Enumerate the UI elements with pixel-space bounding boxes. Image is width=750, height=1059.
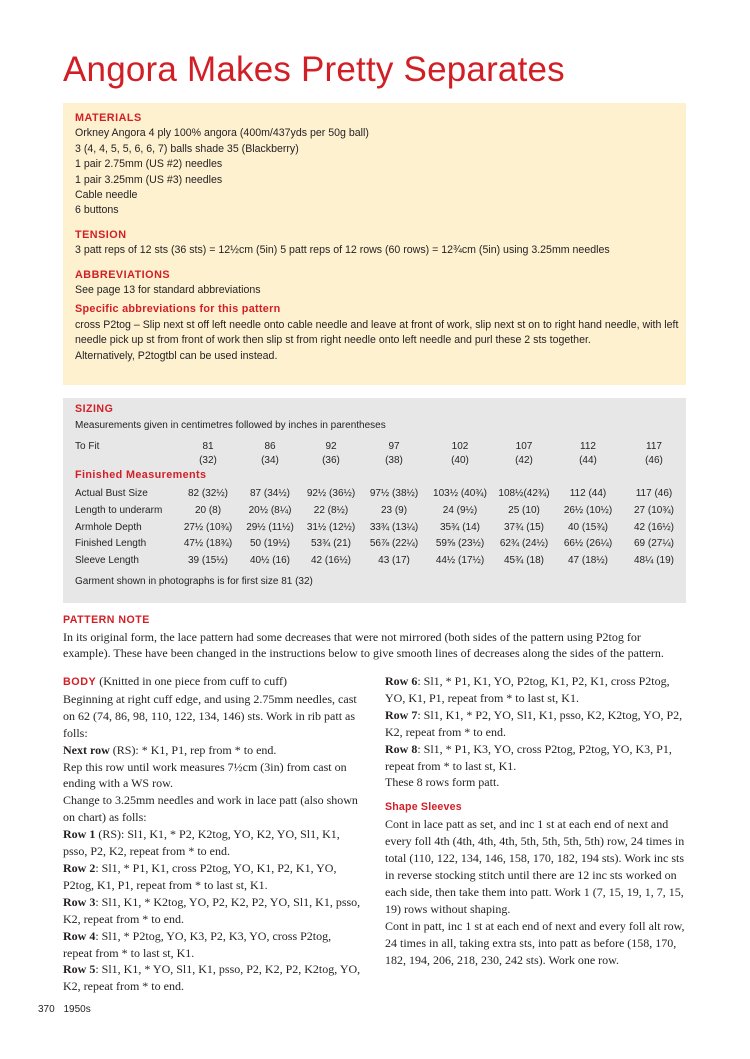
measurement-value: 92½ (36½) [306,488,356,499]
measurement-value: 40 (15¾) [567,522,609,533]
measurement-value: 24 (9½) [442,505,478,516]
sizing-heading: SIZING [75,403,114,415]
next-row-label: Next row [63,742,110,757]
tension-heading: TENSION [75,228,127,241]
materials-heading: MATERIALS [75,112,142,124]
pattern-note-heading: PATTERN NOTE [63,614,150,626]
measurement-value: 43 (17) [378,555,410,566]
measurement-value: 26½ (10½) [563,505,613,516]
row-label: Row 3 [63,894,96,909]
measurement-value: 42 (16½) [310,555,352,566]
to-fit-in: (36) [322,455,340,466]
sizing-table [63,398,686,603]
materials-line: Cable needle [75,189,138,202]
measurement-value: 29½ (11½) [246,522,294,533]
to-fit-in: (42) [515,455,533,466]
body-intro: Beginning at right cuff edge, and using 2.75mm needles, cast on 62 (74, 86, 98, 110, 122, 134, 146) sts. Work in rib patt as folls: [63,691,357,740]
measurement-value: 27 (10¾) [633,505,675,516]
measurement-value: 47 (18½) [567,555,609,566]
abbreviations-text: See page 13 for standard abbreviations [75,284,261,297]
row-text: : Sl1, K1, * P2, YO, Sl1, K1, psso, K2, K2tog, YO, P2, K2, repeat from * to end. [385,707,683,739]
finished-measurements-heading: Finished Measurements [75,469,207,481]
materials-box [63,103,686,385]
tension-text: 3 patt reps of 12 sts (36 sts) = 12½cm (5in) 5 patt reps of 12 rows (60 rows) = 12¾cm (5in) using 3.25mm needles [75,244,610,257]
measurement-value: 66½ (26¼) [563,538,613,549]
to-fit-in: (40) [451,455,469,466]
measurement-value: 112 (44) [569,488,607,499]
to-fit-cm: 117 [646,441,662,452]
section-label: 1950s [63,1004,91,1015]
measurement-value: 47½ (18¾) [183,538,233,549]
to-fit-cm: 112 [580,441,596,452]
row-label: Row 1 [63,827,96,842]
measurement-value: 53¾ (21) [310,538,352,549]
row-label: Row 7 [385,707,418,722]
materials-line: Orkney Angora 4 ply 100% angora (400m/437yds per 50g ball) [75,127,369,140]
sizing-note: Measurements given in centimetres followed by inches in parentheses [75,420,386,431]
materials-line: 6 buttons [75,204,119,217]
to-fit-in: (32) [199,455,217,466]
measurement-label: Armhole Depth [75,522,142,533]
row-label: Row 8 [385,741,418,756]
row-label: Row 5 [63,962,96,977]
page-title: Angora Makes Pretty Separates [63,50,565,89]
pattern-note-text: In its original form, the lace pattern had some decreases that were not mirrored (both sides of the pattern using P2tog for example). These have been changed in the instructions below to give smooth lines of decreases along the sides of the pattern. [63,630,664,660]
garment-shown-note: Garment shown in photographs is for first size 81 (32) [75,576,313,587]
to-fit-cm: 86 [264,441,276,452]
measurement-value: 33¾ (13¼) [369,522,419,533]
to-fit-cm: 107 [515,441,533,452]
measurement-label: Finished Length [75,538,147,549]
measurement-value: 45¾ (18) [503,555,545,566]
row-label: Row 2 [63,860,96,875]
materials-line: 3 (4, 4, 5, 5, 6, 6, 7) balls shade 35 (Blackberry) [75,142,299,155]
measurement-value: 39 (15½) [187,555,229,566]
page-number: 370 [38,1004,55,1015]
measurement-value: 103½ (40¾) [433,488,487,499]
measurement-value: 31½ (12½) [306,522,356,533]
row-label: Row 6 [385,674,418,688]
row-text: : Sl1, * P2tog, YO, K3, P2, K3, YO, cross P2tog, repeat from * to last st, K1. [63,928,332,960]
measurement-value: 44½ (17½) [435,555,485,566]
to-fit-cm: 81 [202,441,214,452]
measurement-value: 20½ (8¼) [248,505,292,516]
body-instructions-column [63,673,363,995]
abbreviations-heading: ABBREVIATIONS [75,268,171,281]
page-footer [38,1004,97,1015]
to-fit-in: (44) [579,455,597,466]
to-fit-cm: 92 [325,441,337,452]
measurement-label: Sleeve Length [75,555,139,566]
measurement-value: 82 (32½) [187,488,229,499]
specific-abbreviations-heading: Specific abbreviations for this pattern [75,303,281,316]
materials-line: 1 pair 2.75mm (US #2) needles [75,158,223,171]
measurement-value: 62¾ (24½) [499,538,549,549]
rows-form-text: These 8 rows form patt. [385,775,500,790]
body-heading-note: (Knitted in one piece from cuff to cuff) [96,674,288,688]
to-fit-in: (34) [261,455,279,466]
row-text: : Sl1, K1, * K2tog, YO, P2, K2, P2, YO, Sl1, K1, psso, K2, repeat from * to end. [63,894,361,926]
rep-text: Rep this row until work measures 7½cm (3in) from cast on ending with a WS row. [63,759,347,791]
measurement-value: 56⅞ (22¼) [369,538,419,549]
measurement-value: 25 (10) [508,505,540,516]
row-text: : Sl1, K1, * YO, Sl1, K1, psso, P2, K2, P2, K2tog, YO, K2, repeat from * to end. [63,962,361,994]
sleeve-instructions-column [385,673,690,968]
shape-sleeves-heading: Shape Sleeves [385,801,462,814]
change-needles-text: Change to 3.25mm needles and work in lace patt (also shown on chart) as folls: [63,793,358,825]
materials-line: 1 pair 3.25mm (US #3) needles [75,173,223,186]
measurement-value: 117 (46) [635,488,673,499]
measurement-label: Actual Bust Size [75,488,148,499]
measurement-label: Length to underarm [75,505,163,516]
measurement-value: 59⅝ (23½) [435,538,485,549]
to-fit-in: (46) [645,455,663,466]
row-text: : Sl1, * P1, K1, cross P2tog, YO, K1, P2, K1, YO, P2tog, K1, P1, repeat from * to last st, K1. [63,860,337,892]
measurement-value: 22 (8½) [313,505,349,516]
to-fit-in: (38) [385,455,403,466]
measurement-value: 48¼ (19) [633,555,675,566]
measurement-value: 23 (9) [380,505,408,516]
row-text: (RS): Sl1, K1, * P2, K2tog, YO, K2, YO, Sl1, K1, psso, P2, K2, repeat from * to end. [63,827,340,859]
row-text: : Sl1, * P1, K3, YO, cross P2tog, P2tog, YO, K3, P1, repeat from * to last st, K1. [385,741,672,773]
measurement-value: 50 (19½) [249,538,291,549]
measurement-value: 35¾ (14) [439,522,481,533]
to-fit-label: To Fit [75,441,100,452]
to-fit-cm: 97 [388,441,400,452]
measurement-value: 42 (16½) [633,522,675,533]
body-heading: BODY [63,676,97,688]
row-label: Row 4 [63,928,96,943]
measurement-value: 87 (34½) [249,488,291,499]
measurement-value: 27½ (10¾) [183,522,233,533]
row-text: : Sl1, * P1, K1, YO, P2tog, K1, P2, K1, cross P2tog, YO, K1, P1, repeat from * to last st, K1. [385,674,670,705]
measurement-value: 40½ (16) [249,555,291,566]
shape-sleeves-para: Cont in lace patt as set, and inc 1 st at each end of next and every foll 4th (4th, 4th, 4th, 5th, 5th, 5th, 5th) row, 24 times in total (110, 122, 134, 146, 158, 170, 182, 194 sts). Work inc sts in reverse stocking stitch until there are 12 inc sts worked on each side, then take them into patt. Work 1 (7, 15, 19, 1, 7, 15, 19) rows without shaping. [385,817,685,916]
measurement-value: 20 (8) [194,505,222,516]
shape-sleeves-para: Cont in patt, inc 1 st at each end of next and every foll alt row, 24 times in all, taking extra sts, into patt as before (158, 170, 182, 194, 206, 218, 230, 242 sts). Work one row. [385,918,685,967]
specific-abbreviations-text: cross P2tog – Slip next st off left needle onto cable needle and leave at front of work, slip next st on to right hand needle, with left needle pick up st from front of work then slip st from right needle onto left needle and purl these 2 sts together. [75,318,679,347]
next-row-text: (RS): * K1, P1, rep from * to end. [109,742,277,757]
measurement-value: 97½ (38½) [369,488,419,499]
to-fit-cm: 102 [451,441,469,452]
measurement-value: 108½(42¾) [498,488,550,499]
alternative-text: Alternatively, P2togtbl can be used instead. [75,349,278,362]
measurement-value: 37¾ (15) [503,522,545,533]
measurement-value: 69 (27¼) [633,538,675,549]
